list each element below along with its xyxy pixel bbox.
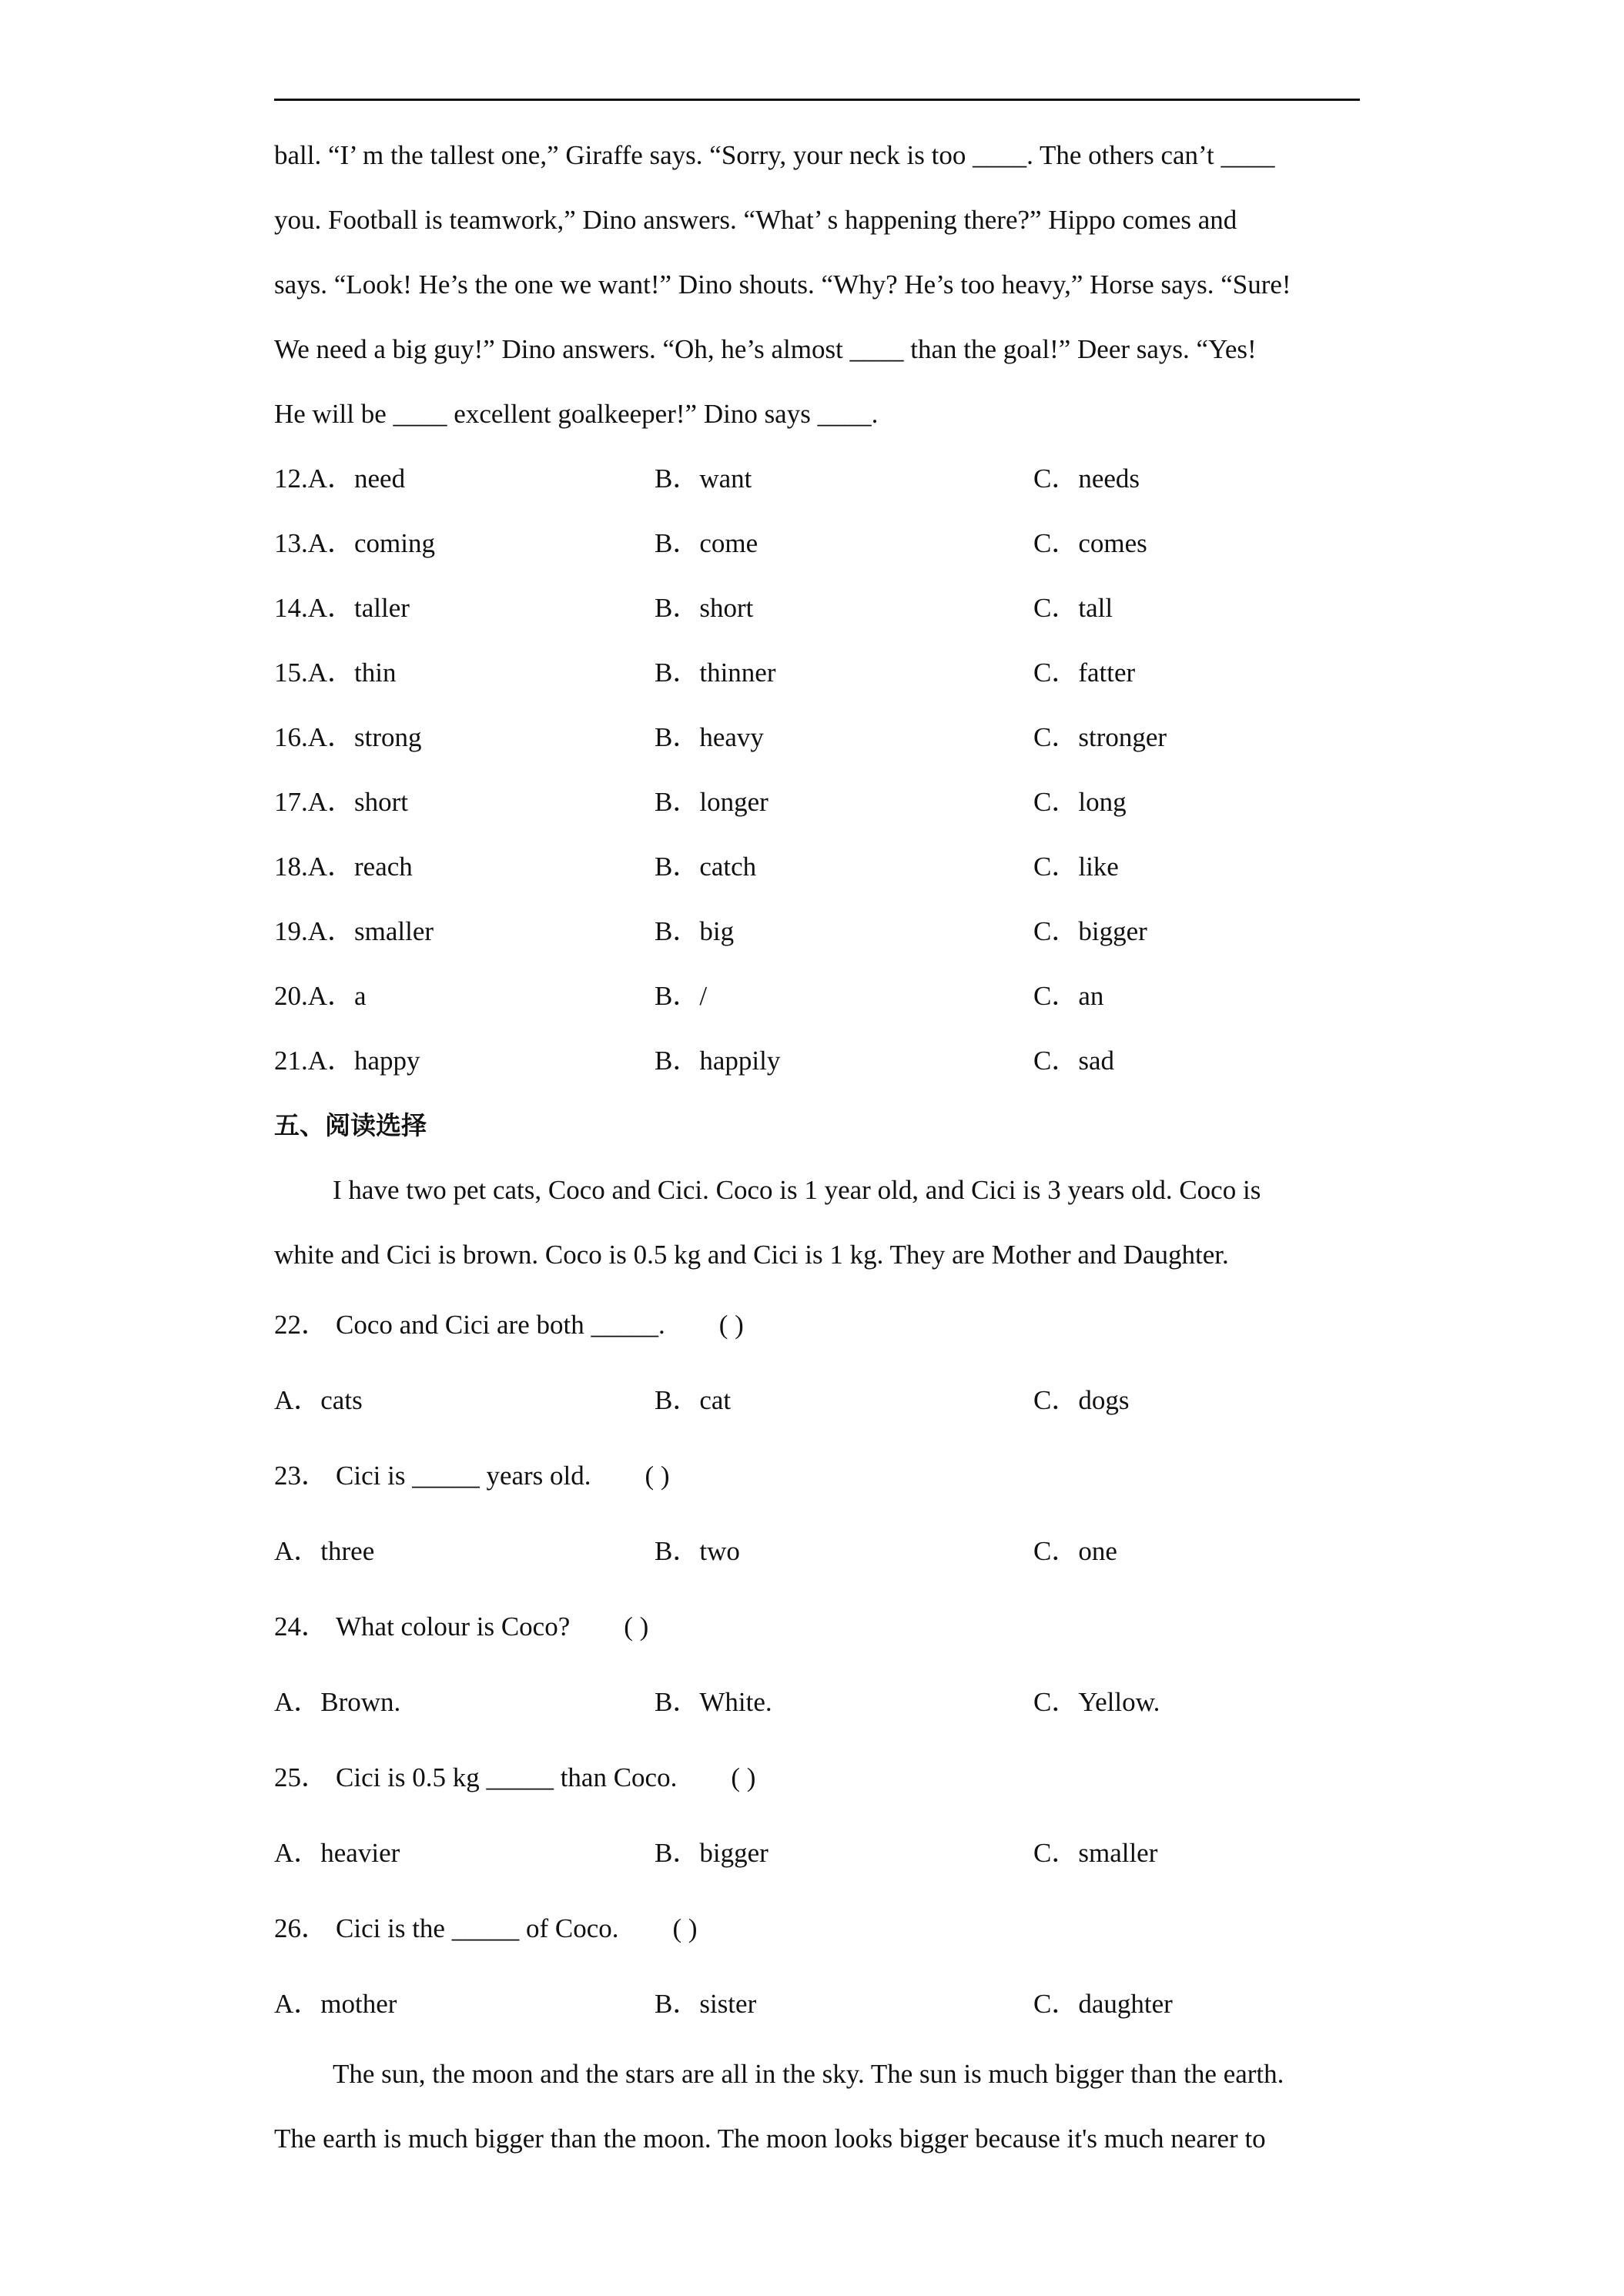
question-number: 24． [274,1612,329,1642]
option-a: 21.A．happy [274,1046,420,1076]
question-text: Cici is _____ years old. [336,1461,591,1491]
page-content [274,123,1383,2171]
cloze-options [274,447,1383,1093]
option-c: C．an [1033,981,1104,1011]
option-c: C．Yellow. [1033,1687,1160,1717]
option-a: 18.A．reach [274,852,413,882]
question-text: Cici is the _____ of Coco. [336,1913,619,1943]
option-c: C．long [1033,787,1127,817]
passage-line: The sun, the moon and the stars are all in the sky. The sun is much bigger than the earth. [333,2059,1284,2089]
question-22 [274,1287,1383,1363]
options-23 [274,1514,1383,1589]
options-25 [274,1816,1383,1891]
question-row-14 [274,576,1383,641]
options-26 [274,1966,1383,2042]
option-c: C．stronger [1033,722,1167,752]
answer-blank: ( ) [672,1913,698,1943]
option-c: C．fatter [1033,658,1136,688]
passage-line: The earth is much bigger than the moon. The moon looks bigger because it's much nearer to [274,2124,1266,2154]
option-a: 17.A．short [274,787,409,817]
options-22 [274,1363,1383,1438]
option-b: B．catch [655,852,757,882]
answer-blank: ( ) [718,1310,744,1340]
option-a: 14.A．taller [274,593,410,623]
question-text: Coco and Cici are both _____. [336,1310,665,1340]
question-24 [274,1589,1383,1665]
question-row-18 [274,835,1383,899]
question-text: Cici is 0.5 kg _____ than Coco. [336,1762,678,1792]
passage-sky [274,2042,1383,2171]
option-b: B．longer [655,787,768,817]
passage-line: says. “Look! He’s the one we want!” Dino shouts. “Why? He’s too heavy,” Horse says. “Sure! [274,269,1291,300]
option-a: 12.A．need [274,464,406,494]
question-number: 25． [274,1762,329,1792]
option-c: C．one [1033,1536,1117,1566]
passage-line: you. Football is teamwork,” Dino answers. “What’ s happening there?” Hippo comes and [274,205,1237,235]
option-b: B．cat [655,1385,732,1415]
answer-blank: ( ) [624,1612,649,1642]
option-b: B．two [655,1536,740,1566]
question-row-13 [274,511,1383,576]
reading-questions [274,1287,1383,2042]
question-26 [274,1891,1383,1966]
option-a: 20.A．a [274,981,367,1011]
question-row-17 [274,770,1383,835]
question-row-16 [274,705,1383,770]
option-b: B．want [655,464,752,494]
option-a: A．mother [274,1989,397,2019]
option-c: C．daughter [1033,1989,1173,2019]
option-b: B．bigger [655,1838,768,1868]
option-a: A．Brown. [274,1687,401,1717]
passage-line: We need a big guy!” Dino answers. “Oh, he’s almost ____ than the goal!” Deer says. “Yes! [274,334,1257,364]
question-number: 26． [274,1913,329,1943]
option-c: C．tall [1033,593,1113,623]
option-a: A．heavier [274,1838,400,1868]
option-c: C．bigger [1033,916,1147,946]
question-number: 23． [274,1461,329,1491]
answer-blank: ( ) [731,1762,756,1792]
option-b: B．come [655,528,758,558]
option-b: B．big [655,916,735,946]
header-rule [274,99,1360,101]
question-row-15 [274,641,1383,705]
option-c: C．like [1033,852,1119,882]
option-a: 16.A．strong [274,722,422,752]
option-b: B．short [655,593,754,623]
answer-blank: ( ) [645,1461,670,1491]
question-row-12 [274,447,1383,511]
option-a: A．cats [274,1385,363,1415]
option-c: C．dogs [1033,1385,1130,1415]
passage-line: He will be ____ excellent goalkeeper!” Dino says ____. [274,399,879,429]
option-b: B．White. [655,1687,772,1717]
option-a: 19.A．smaller [274,916,434,946]
option-c: C．sad [1033,1046,1115,1076]
passage-reading [274,1158,1383,1287]
option-c: C．smaller [1033,1838,1158,1868]
question-row-21 [274,1029,1383,1093]
passage-line: ball. “I’ m the tallest one,” Giraffe says. “Sorry, your neck is too ____. The others can’t ____ [274,140,1275,170]
option-a: 13.A．coming [274,528,436,558]
question-23 [274,1438,1383,1514]
option-a: A．three [274,1536,375,1566]
option-b: B．thinner [655,658,776,688]
question-text: What colour is Coco? [336,1612,571,1642]
option-b: B．sister [655,1989,757,2019]
question-25 [274,1740,1383,1816]
passage-line: white and Cici is brown. Coco is 0.5 kg and Cici is 1 kg. They are Mother and Daughter. [274,1240,1229,1270]
option-b: B．/ [655,981,708,1011]
option-b: B．happily [655,1046,781,1076]
option-b: B．heavy [655,722,764,752]
option-a: 15.A．thin [274,658,397,688]
option-c: C．needs [1033,464,1140,494]
options-24 [274,1665,1383,1740]
question-row-20 [274,964,1383,1029]
section-heading: 五、阅读选择 [274,1110,427,1140]
question-row-19 [274,899,1383,964]
passage-line: I have two pet cats, Coco and Cici. Coco is 1 year old, and Cici is 3 years old. Coco is [333,1175,1261,1205]
passage-cloze [274,123,1383,447]
question-number: 22． [274,1310,329,1340]
option-c: C．comes [1033,528,1147,558]
